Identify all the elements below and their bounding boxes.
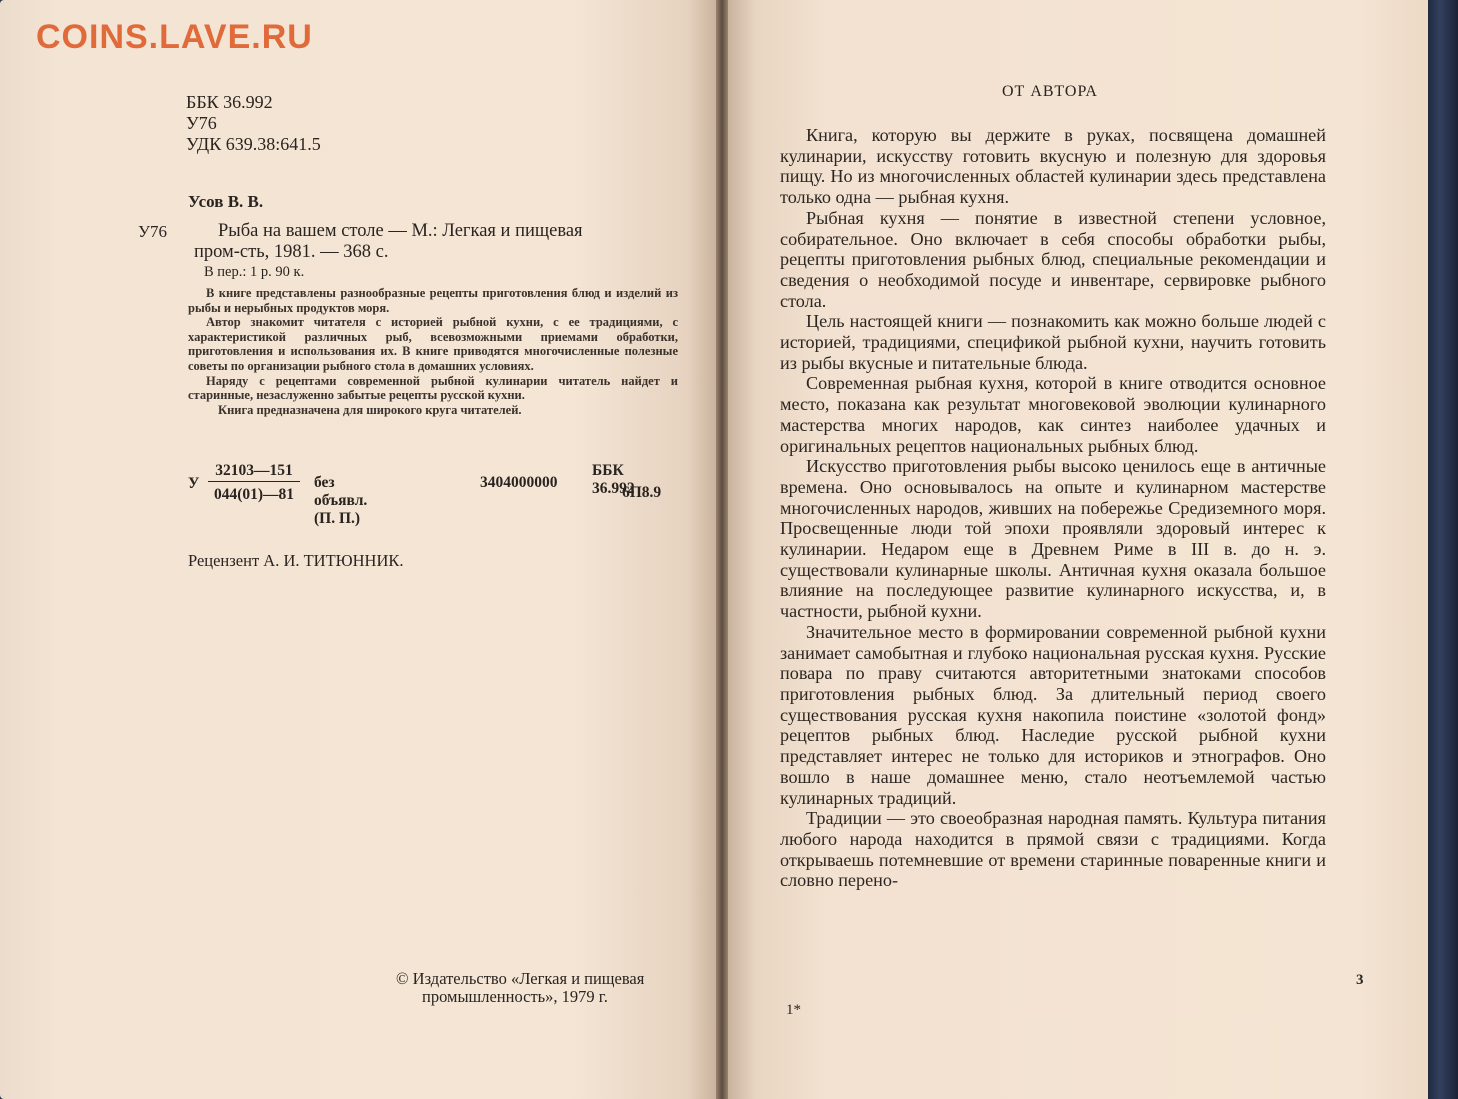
book-cover-edge: [1428, 0, 1458, 1099]
code-middle: без объявл. (П. П.): [314, 474, 368, 527]
price: В пер.: 1 р. 90 к.: [204, 264, 305, 280]
preface-paragraph: Значительное место в формировании современной рыбной кухни занимает самобытная и глубоко национальная русская кухня. Русские повара по праву считаются авторитетными знатоками способов приготовления рыбных блюд. За длительный период своего существования русская кухня накопила поистине «золотой фонд» рецептов рыбных блюд. Наследие русской рыбной кухни представляет интерес не только для историков и этнографов. Оно вошло в наше домашнее меню, стало неотъемлемой частью кулинарных традиций.: [780, 621, 1326, 808]
preface-paragraph: Традиции — это своеобразная народная память. Культура питания любого народа находится в прямой связи с традициями. Когда открываешь потемневшие от времени старинные поваренные книги и словно перено-: [780, 808, 1326, 891]
library-code: У76: [186, 113, 217, 133]
annotation-paragraph: Книга предназначена для широкого круга читателей.: [218, 402, 522, 417]
annotation-paragraph: Автор знакомит читателя с историей рыбной кухни, с ее традициями, с характеристикой различных рыб, всевозможными приемами обработки, приготовления и использования их. В книге приводятся многочисленные полезные советы по организации рыбного стола в домашних условиях.: [188, 315, 678, 373]
code-sub: 6П8.9: [622, 484, 662, 501]
code-bbk: ББК 36.992: [592, 462, 635, 497]
udk-code: УДК 639.38:641.5: [186, 134, 321, 154]
copyright-line2: промышленность», 1979 г.: [422, 987, 608, 1006]
preface-paragraph: Искусство приготовления рыбы высоко ценилось еще в античные времена. Оно основывалось на опыте и кулинарном мастерстве многочисленных народов, живших на побережье Средиземного моря. Просвещенные люди той эпохи проявляли здоровый интерес к кулинарии. Недаром еще в Древнем Риме в III в. до н. э. существовали кулинарные школы. Античная кухня оказала большое влияние на последующее развитие кулинарного искусства, и, в частности, рыбной кухни.: [780, 456, 1326, 622]
annotation-paragraph: Наряду с рецептами современной рыбной кулинарии читатель найдет и старинные, незаслуженно забытые рецепты русской кухни.: [188, 373, 678, 403]
book-title-line1: Рыба на вашем столе — М.: Легкая и пищевая: [218, 221, 583, 241]
code-denominator: 044(01)—81: [213, 486, 295, 503]
code-u: У: [188, 475, 200, 492]
author-name: Усов В. В.: [188, 192, 264, 211]
page-number: 3: [1356, 972, 1364, 988]
code-numerator: 32103—151: [208, 462, 300, 482]
book-gutter: [716, 0, 728, 1099]
margin-code: У76: [138, 222, 168, 241]
annotation: [188, 286, 678, 417]
copyright-line1: © Издательство «Легкая и пищевая: [396, 969, 645, 988]
left-page: [0, 0, 716, 1099]
signature-mark: 1*: [786, 1002, 801, 1018]
preface-paragraph: Книга, которую вы держите в руках, посвящена домашней кулинарии, искусству готовить вкусную и полезную для здоровья пищу. Но из многочисленных областей кулинарии здесь представлена только одна — рыбная кухня.: [780, 125, 1326, 208]
watermark-logo: COINS.LAVE.RU: [36, 18, 313, 56]
preface-paragraph: Современная рыбная кухня, которой в книге отводится основное место, показана как результат многовековой эволюции кулинарного мастерства многих народов, как синтез наиболее удачных и оригинальных рецептов национальных рыбных блюд.: [780, 373, 1326, 456]
reviewer: Рецензент А. И. ТИТЮННИК.: [188, 551, 404, 570]
annotation-paragraph: В книге представлены разнообразные рецепты приготовления блюд и изделий из рыбы и нерыбных продуктов моря.: [188, 286, 678, 315]
preface-paragraph: Рыбная кухня — понятие в известной степени условное, собирательное. Оно включает в себя способы обработки рыбы, рецепты приготовления рыбных блюд, специальные рекомендации и сведения о необходимой посуде и инвентаре, сервировке рыбного стола.: [780, 207, 1326, 311]
code-number: 3404000000: [480, 474, 558, 491]
preface-text: [780, 125, 1326, 891]
section-heading: ОТ АВТОРА: [1002, 83, 1098, 100]
bbk-code: ББК 36.992: [186, 92, 273, 112]
book-title-line2: пром-сть, 1981. — 368 с.: [194, 242, 389, 262]
preface-paragraph: Цель настоящей книги — познакомить как можно больше людей с историей, традициями, спецификой рыбной кухни, научить готовить из рыбы вкусные и питательные блюда.: [780, 311, 1326, 373]
